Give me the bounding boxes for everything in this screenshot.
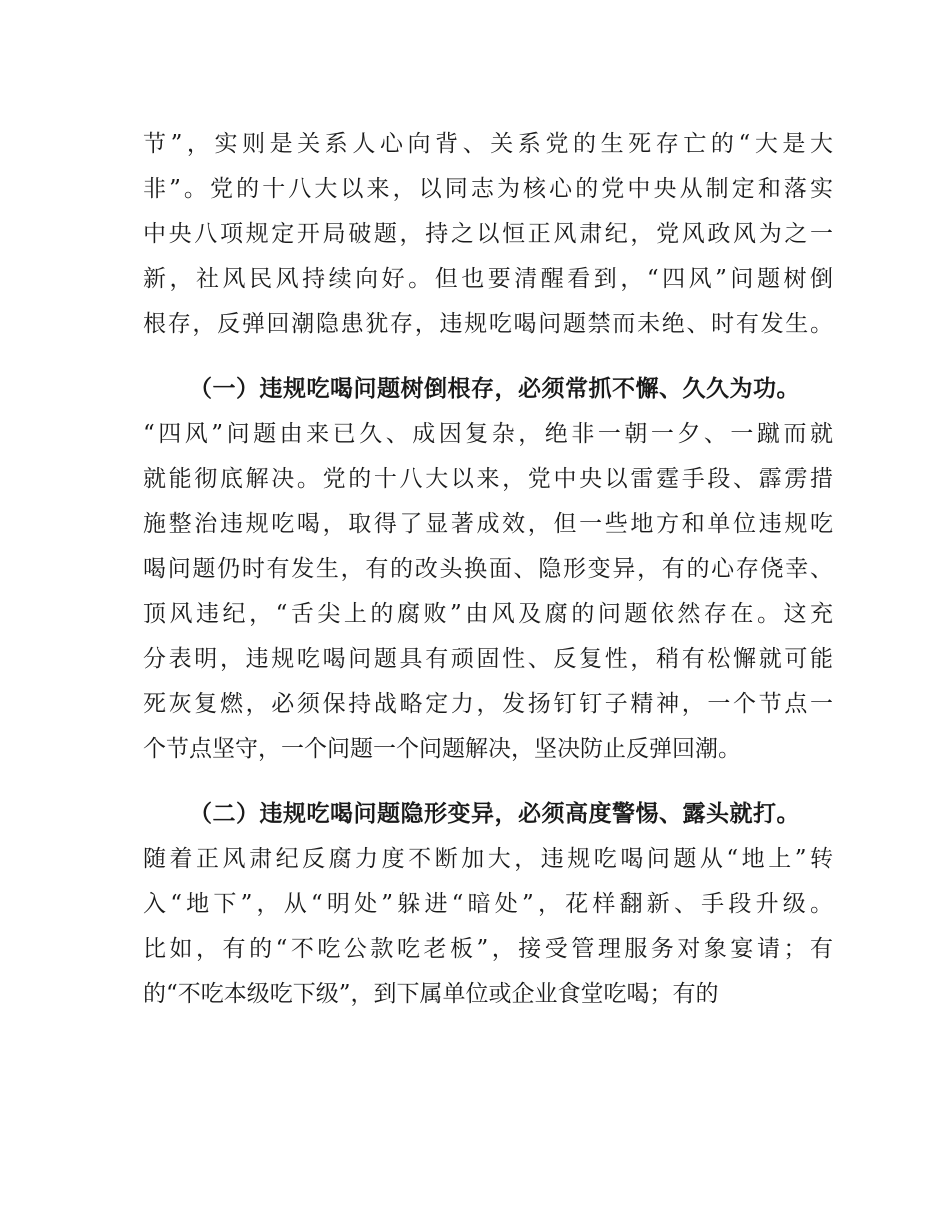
- text-line: 中央八项规定开局破题，持之以恒正风肃纪，党风政风为之一: [143, 221, 833, 247]
- text-line: 新，社风民风持续向好。但也要清醒看到，“四风”问题树倒: [143, 266, 833, 292]
- section-heading: （一）违规吃喝问题树倒根存，必须常抓不懈、久久为功。: [189, 376, 800, 402]
- text-line: 顶风违纪，“舌尖上的腐败”由风及腐的问题依然存在。这充: [143, 601, 833, 627]
- paragraph-spacer: [143, 772, 833, 792]
- text-line: 的“不吃本级吃下级”，到下属单位或企业食堂吃喝；有的: [143, 981, 719, 1007]
- text-line: 入“地下”，从“明处”躲进“暗处”，花样翻新、手段升级。: [143, 891, 833, 917]
- section-two: [143, 792, 833, 1017]
- text-line: 死灰复燃，必须保持战略定力，发扬钉钉子精神，一个节点一: [143, 691, 833, 717]
- section-heading: （二）违规吃喝问题隐形变异，必须高度警惕、露头就打。: [189, 801, 800, 827]
- text-line: 节”，实则是关系人心向背、关系党的生死存亡的“大是大: [143, 131, 833, 157]
- text-line: 分表明，违规吃喝问题具有顽固性、反复性，稍有松懈就可能: [143, 646, 833, 672]
- text-line: 根存，反弹回潮隐患犹存，违规吃喝问题禁而未绝、时有发生。: [143, 311, 833, 337]
- text-line: 随着正风肃纪反腐力度不断加大，违规吃喝问题从“地上”转: [143, 846, 833, 872]
- text-line: 喝问题仍时有发生，有的改头换面、隐形变异，有的心存侥幸、: [143, 556, 833, 582]
- text-line: 比如，有的“不吃公款吃老板”，接受管理服务对象宴请；有: [143, 936, 833, 962]
- text-line: 非”。党的十八大以来，以同志为核心的党中央从制定和落实: [143, 176, 833, 202]
- paragraph-spacer: [143, 347, 833, 367]
- text-line: 个节点坚守，一个问题一个问题解决，坚决防止反弹回潮。: [143, 736, 741, 762]
- document-body: [143, 122, 833, 1017]
- section-one: [143, 367, 833, 772]
- text-line: 施整治违规吃喝，取得了显著成效，但一些地方和单位违规吃: [143, 511, 833, 537]
- text-line: 就能彻底解决。党的十八大以来，党中央以雷霆手段、霹雳措: [143, 466, 833, 492]
- paragraph-intro: [143, 122, 833, 347]
- text-line: “四风”问题由来已久、成因复杂，绝非一朝一夕、一蹴而就: [143, 421, 833, 447]
